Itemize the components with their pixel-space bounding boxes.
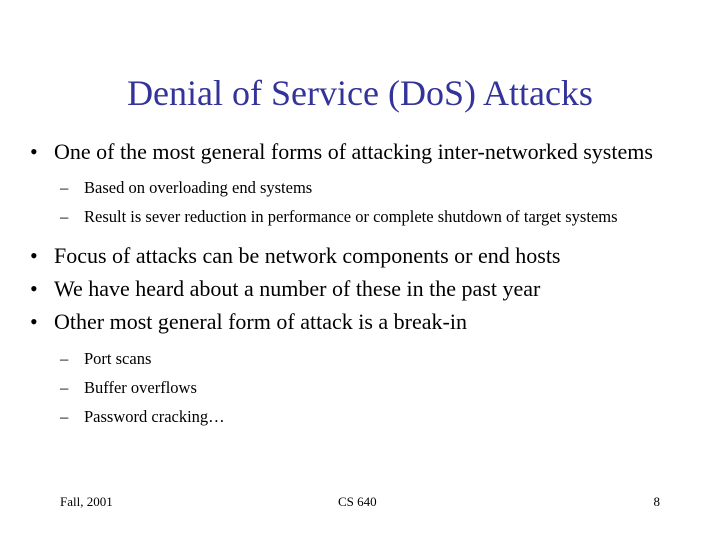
dash-icon: – — [60, 349, 69, 368]
dash-icon: – — [60, 378, 69, 397]
sub-bullet-item — [30, 376, 690, 400]
bullet-item — [30, 138, 690, 166]
sub-bullet-text: Password cracking… — [84, 407, 225, 426]
slide-title: Denial of Service (DoS) Attacks — [127, 73, 593, 113]
dash-icon: – — [60, 407, 69, 426]
sub-bullet-item — [30, 405, 690, 429]
bullet-icon: • — [30, 139, 38, 164]
bullet-text: One of the most general forms of attacking inter-networked systems — [54, 139, 653, 164]
dash-icon: – — [60, 207, 69, 226]
bullet-item — [30, 275, 690, 303]
bullet-text: We have heard about a number of these in the past year — [54, 276, 541, 301]
sub-bullet-item — [30, 205, 690, 229]
sub-bullet-text: Based on overloading end systems — [84, 178, 313, 197]
bullet-icon: • — [30, 243, 38, 268]
bullet-item — [30, 308, 690, 336]
page-number: 8 — [653, 494, 660, 509]
bullet-text: Focus of attacks can be network components or end hosts — [54, 243, 561, 268]
bullet-icon: • — [30, 276, 38, 301]
footer-date: Fall, 2001 — [60, 494, 113, 509]
bullet-icon: • — [30, 309, 38, 334]
sub-bullet-text: Port scans — [84, 349, 152, 368]
sub-bullet-item — [30, 176, 690, 200]
bullet-text: Other most general form of attack is a break-in — [54, 309, 467, 334]
bullet-list — [30, 138, 690, 429]
sub-bullet-item — [30, 347, 690, 371]
footer-course: CS 640 — [338, 494, 377, 509]
sub-bullet-text: Buffer overflows — [84, 378, 197, 397]
bullet-item — [30, 242, 690, 270]
sub-bullet-text: Result is sever reduction in performance or complete shutdown of target systems — [84, 207, 618, 226]
dash-icon: – — [60, 178, 69, 197]
